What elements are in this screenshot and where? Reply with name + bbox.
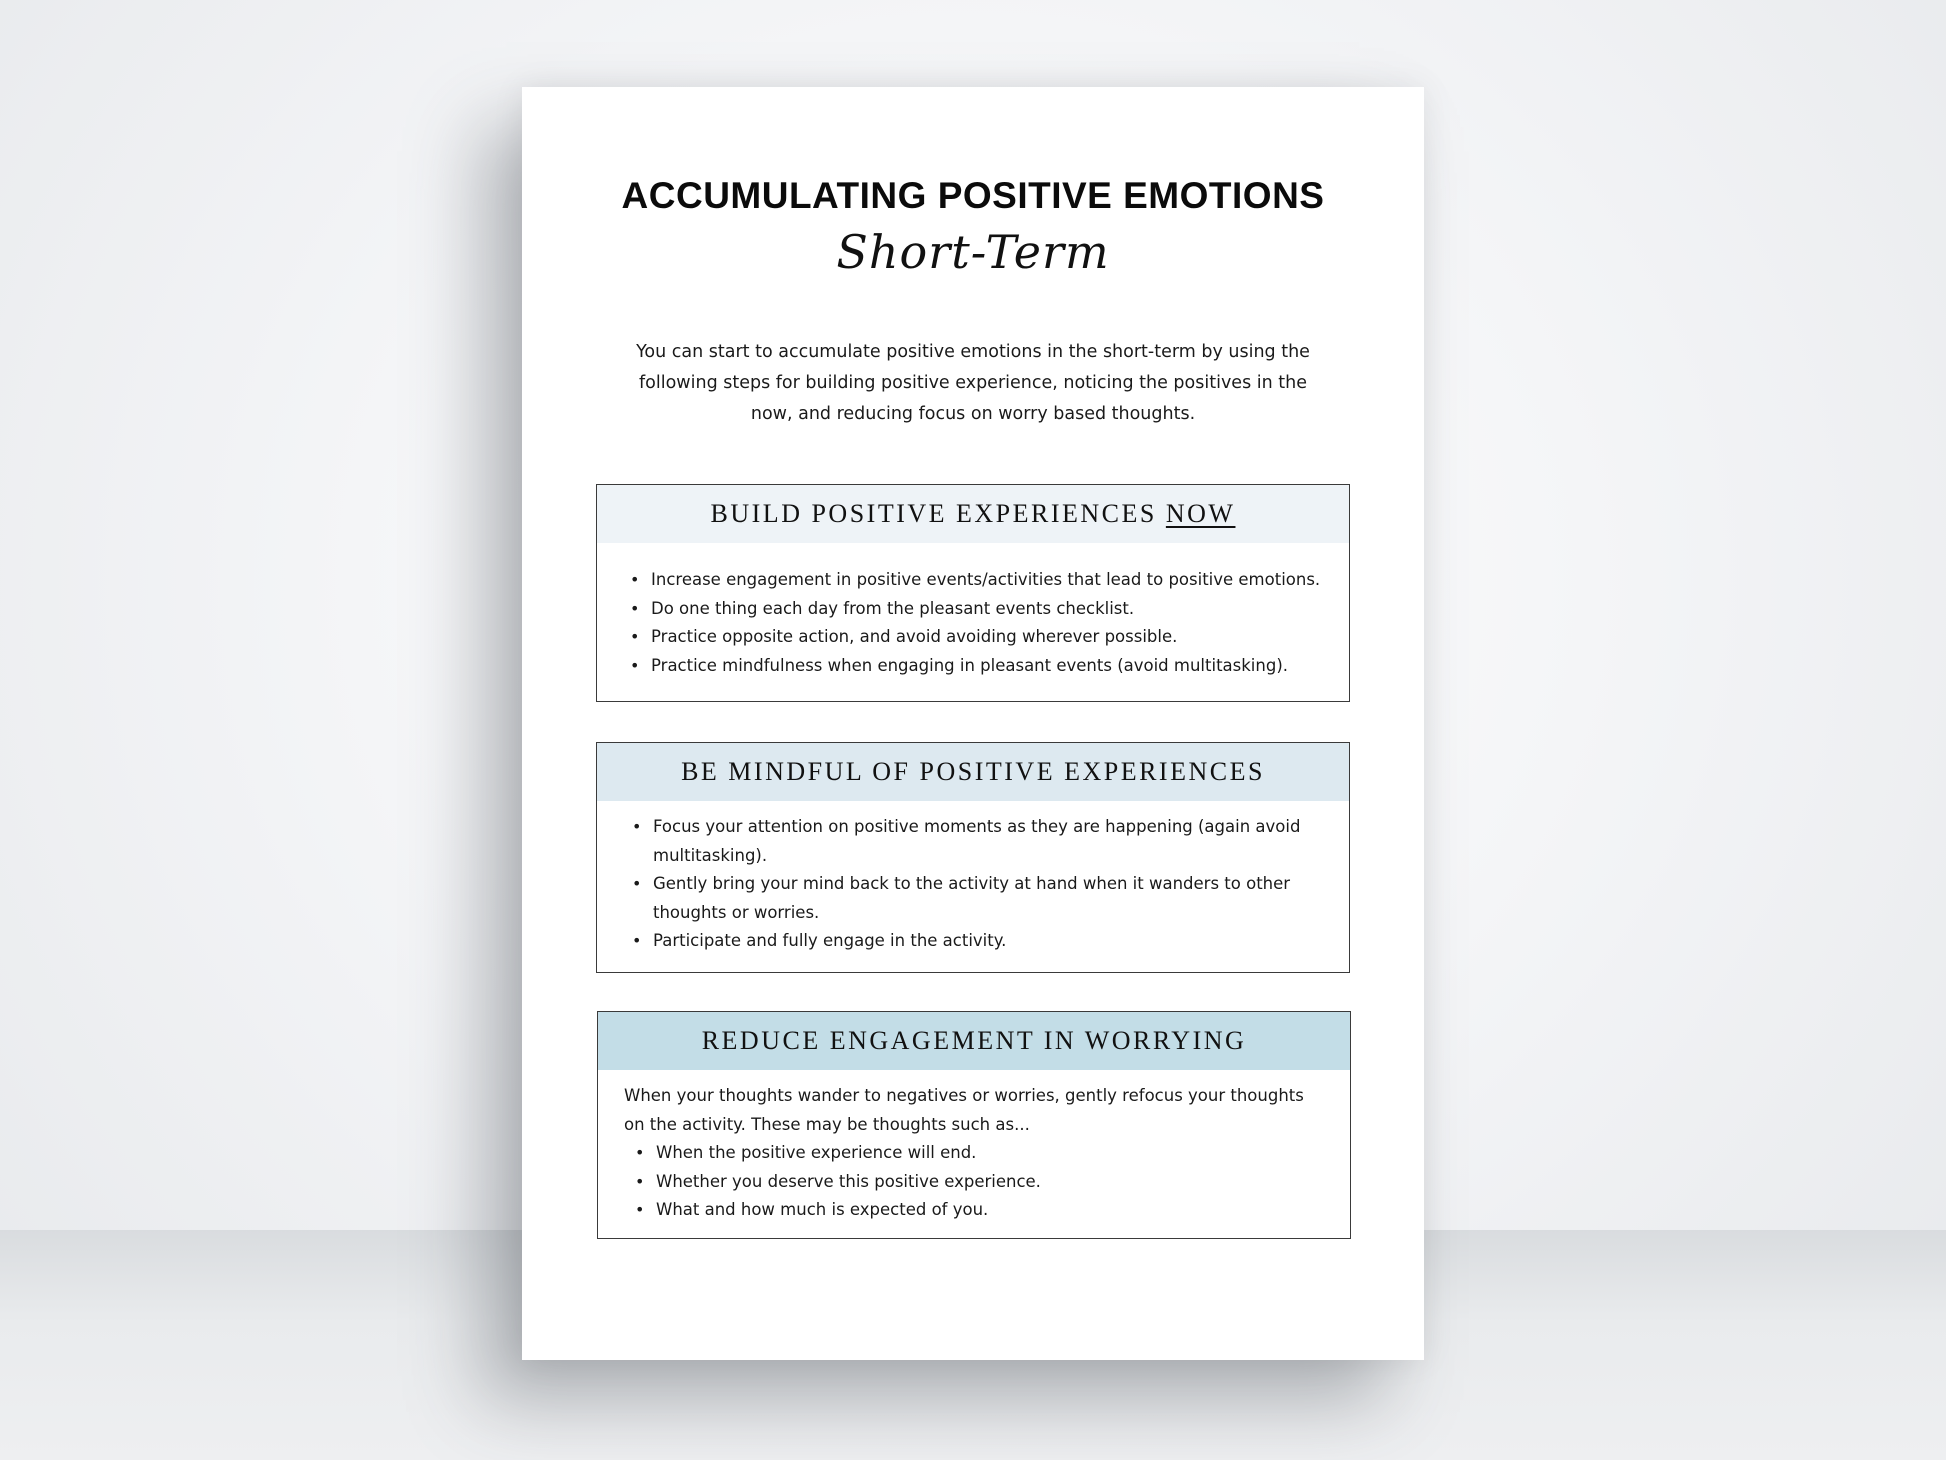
section-paragraph: When your thoughts wander to negatives or worries, gently refocus your thoughts on the activity. These may be thoughts such as... bbox=[624, 1086, 1304, 1134]
bullet-list bbox=[651, 566, 1331, 680]
intro-paragraph: You can start to accumulate positive emotions in the short-term by using the following steps for building positive experience, noticing the positives in the now, and reducing focus on worry based thoughts. bbox=[636, 342, 1310, 424]
section-heading bbox=[597, 485, 1349, 543]
section-heading-underlined: NOW bbox=[1165, 499, 1236, 528]
section-reduce-worrying bbox=[597, 1011, 1351, 1239]
document-page bbox=[522, 87, 1424, 1360]
list-item: • Gently bring your mind back to the activity at hand when it wanders to other thoughts or worries. bbox=[653, 870, 1333, 927]
page-title: ACCUMULATING POSITIVE EMOTIONS bbox=[621, 175, 1325, 216]
page-subtitle: Short-Term bbox=[836, 225, 1110, 279]
list-item: • Focus your attention on positive moments as they are happening (again avoid multitasking). bbox=[653, 813, 1333, 870]
list-item: • Do one thing each day from the pleasant events checklist. bbox=[651, 595, 1331, 624]
list-item: • What and how much is expected of you. bbox=[656, 1196, 1316, 1225]
section-heading-text: BUILD POSITIVE EXPERIENCES bbox=[710, 499, 1166, 528]
list-item: • Practice opposite action, and avoid avoiding wherever possible. bbox=[651, 623, 1331, 652]
list-item: • Whether you deserve this positive experience. bbox=[656, 1168, 1316, 1197]
section-heading: BE MINDFUL OF POSITIVE EXPERIENCES bbox=[597, 743, 1349, 801]
section-heading: REDUCE ENGAGEMENT IN WORRYING bbox=[598, 1012, 1350, 1070]
list-item: • When the positive experience will end. bbox=[656, 1139, 1316, 1168]
bullet-list bbox=[656, 1139, 1316, 1225]
list-item: • Practice mindfulness when engaging in pleasant events (avoid multitasking). bbox=[651, 652, 1331, 681]
list-item: • Increase engagement in positive events/activities that lead to positive emotions. bbox=[651, 566, 1331, 595]
list-item: • Participate and fully engage in the activity. bbox=[653, 927, 1333, 956]
section-be-mindful bbox=[596, 742, 1350, 973]
bullet-list bbox=[653, 813, 1333, 956]
section-build-positive-experiences bbox=[596, 484, 1350, 702]
